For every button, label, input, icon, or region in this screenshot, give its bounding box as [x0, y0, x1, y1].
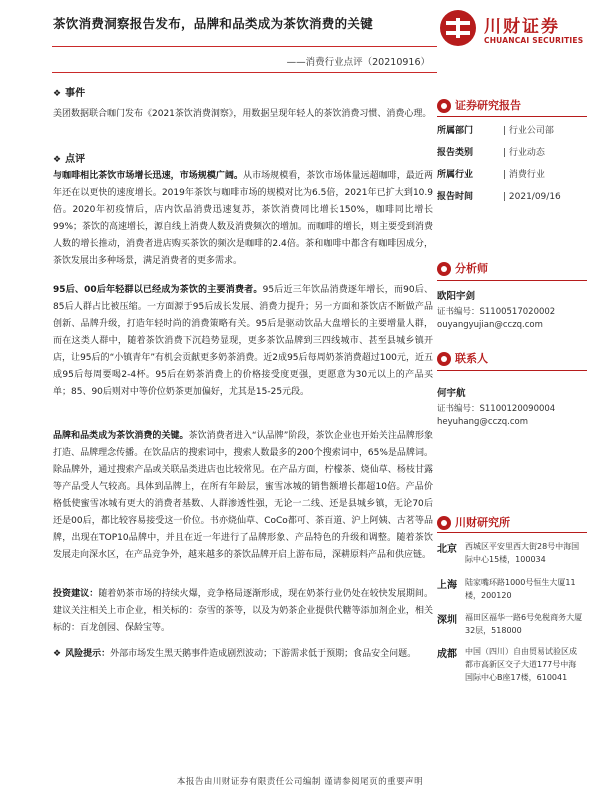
contact-heading: 联系人 — [437, 350, 488, 366]
comment-paragraph-1 — [53, 168, 433, 276]
section-bullet-icon — [437, 352, 451, 366]
risk-lead: 风险提示： — [65, 649, 111, 659]
meta-row-department: 所属部门 | 行业公司部 — [437, 126, 554, 136]
diamond-bullet-icon: ❖ — [53, 155, 62, 165]
risk-warning — [53, 646, 433, 686]
comments-heading: ❖ 点评 — [53, 154, 86, 165]
report-meta-list — [437, 120, 587, 208]
title-divider — [52, 46, 437, 47]
events-text: 美团数据联合咖门发布《2021茶饮消费洞察》，用数据呈现年轻人的茶饮消费习惯、消费心理。 — [53, 109, 432, 119]
office-address: 中国（四川）自由贸易试验区成都市高新区交子大道177号中海国际中心B座17楼，610041 — [465, 647, 577, 682]
report-title: 茶饮消费洞察报告发布，品牌和品类成为茶饮消费的关键 — [53, 16, 374, 31]
paragraph-1-body: 从市场规模看，茶饮市场体量远超咖啡，最近两年还在以更快的速度增长。2019年茶饮与咖啡市场的规模对比为6.5倍，2021年已扩大到10.9倍。2020年初疫情后，店内饮品消费迅速复苏，茶饮消费同比增长150%，咖啡同比增长99%；茶饮的高速增长，源自线上消费人数及消费频次的增加。而咖啡的增长，则主要受到消费人数的增长推动，消费者进店购买茶饮的频次是咖啡的2.4倍。茶和咖啡中都含有咖啡因成分，茶饮发展出多种场景，满足消费者的更多需求。 — [53, 171, 433, 266]
office-city: 成都 — [437, 649, 457, 660]
header-divider — [52, 72, 437, 73]
meta-row-industry: 所属行业 | 消费行业 — [437, 170, 545, 180]
company-name-cn: 川财证券 — [484, 17, 560, 37]
investment-advice — [53, 586, 433, 642]
office-city: 深圳 — [437, 615, 457, 626]
risk-body: 外部市场发生黑天鹅事件造成剧烈波动；下游需求低于预期；食品安全问题。 — [110, 649, 417, 659]
events-heading: ❖ 事件 — [53, 88, 86, 99]
analyst-divider — [437, 280, 587, 281]
diamond-bullet-icon: ❖ — [53, 89, 62, 99]
office-city: 上海 — [437, 580, 457, 591]
paragraph-3-lead: 品牌和品类成为茶饮消费的关键。 — [53, 431, 189, 441]
section-bullet-icon — [437, 516, 451, 530]
investment-advice-body: 随着奶茶市场的持续火爆，竞争格局逐渐形成，现在奶茶行业仍处在较快发展期间。建议关注相关上市企业，相关标的：奈雪的茶等，以及为奶茶企业提供代糖等添加剂企业，相关标的：百龙创园、保龄宝等。 — [53, 589, 433, 633]
paragraph-2-lead: 95后、00后年轻群以已经成为茶饮的主要消费者。 — [53, 285, 263, 295]
analyst-cert: 证书编号：S1100517020002 — [437, 307, 556, 317]
report-info-divider — [437, 116, 587, 117]
page-footer: 本报告由川财证券有限责任公司编制 谨请参阅尾页的重要声明 — [176, 777, 424, 787]
company-name-en: CHUANCAI SECURITIES — [484, 36, 584, 45]
paragraph-3-body: 茶饮消费者进入“认品牌”阶段，茶饮企业也开始关注品牌形象打造、品牌理念传播。在饮品店的搜索词中，搜索人数最多的200个搜索词中，65%是品牌词。除品牌外，通过搜索产品或关联品类进店也比较常见。在产品方面，柠檬茶、烧仙草、杨枝甘露等产品受人气较高。具体到品牌上，在所有年龄层，蜜雪冰城的销售额增长都超10倍。产品价格低使蜜雪冰城有更大的消费者基数、人群渗透性强，无论一二线、还是县城乡镇，无论70后还是00后，都比较容易接受这一价位。书亦烧仙草、CoCo都可、茶百道、沪上阿姨、古茗等品牌，出现在TOP10品牌中，并且在近一年进行了品牌形象、产品特色的升级和调整。随着茶饮发展走向深水区，在产品竞争外，越来越多的茶饮品牌开启上游布局，深耕原料产品和供应链。 — [53, 431, 433, 560]
office-city: 北京 — [437, 544, 457, 555]
office-address: 西城区平安里西大街28号中海国际中心15楼，100034 — [465, 542, 580, 564]
analyst-info — [437, 288, 587, 332]
analyst-name: 欧阳宇剑 — [437, 291, 476, 302]
meta-row-date: 报告时间 | 2021/09/16 — [437, 192, 561, 202]
office-address: 陆家嘴环路1000号恒生大厦11楼，200120 — [465, 578, 576, 600]
contact-name: 何宇航 — [437, 388, 466, 399]
paragraph-2-body: 95后近三年饮品消费逐年增长，而90后、85后人群占比被压缩。一方面源于95后成长发展、消费力提升；另一方面和茶饮店不断做产品创新、品牌升级，打造年轻时尚的消费策略有关。95后是驱动饮品大盘增长的主要增量人群，而在这类人群中，随着茶饮消费下沉趋势显现，更多茶饮品牌到三四线城市、甚至县城乡镇开店，让95后的“小镇青年”有机会贡献更多奶茶消费。近2成95后每周奶茶消费超过100元，近五成95后每周要喝2-4杯。95后在奶茶消费上的价格接受度更强，更愿意为30元以上的产品买单；85、90后则对中等价位奶茶更加偏好，尤其是15-25元段。 — [53, 285, 433, 397]
analyst-email[interactable]: ouyangyujian@cczq.com — [437, 320, 543, 330]
contact-divider — [437, 370, 587, 371]
company-logo-icon — [438, 8, 478, 48]
investment-advice-lead: 投资建议： — [53, 589, 99, 599]
contact-cert: 证书编号：S1100120090004 — [437, 404, 556, 414]
comment-paragraph-2 — [53, 282, 433, 422]
office-address: 福田区福华一路6号免税商务大厦32层，518000 — [465, 613, 583, 635]
meta-row-category: 报告类别 | 行业动态 — [437, 148, 545, 158]
paragraph-1-lead: 与咖啡相比茶饮市场增长迅速，市场规模广阔。 — [53, 171, 244, 181]
contact-email[interactable]: heyuhang@cczq.com — [437, 417, 528, 427]
institute-divider — [437, 532, 587, 533]
report-info-heading: 证券研究报告 — [437, 97, 521, 113]
analyst-heading: 分析师 — [437, 260, 488, 276]
diamond-bullet-icon: ❖ — [53, 649, 62, 659]
contact-info — [437, 385, 587, 429]
institute-heading: 川财研究所 — [437, 514, 510, 530]
section-bullet-icon — [437, 99, 451, 113]
report-subtitle: ——消费行业点评（20210916） — [286, 57, 430, 68]
comment-paragraph-3 — [53, 428, 433, 578]
section-bullet-icon — [437, 262, 451, 276]
